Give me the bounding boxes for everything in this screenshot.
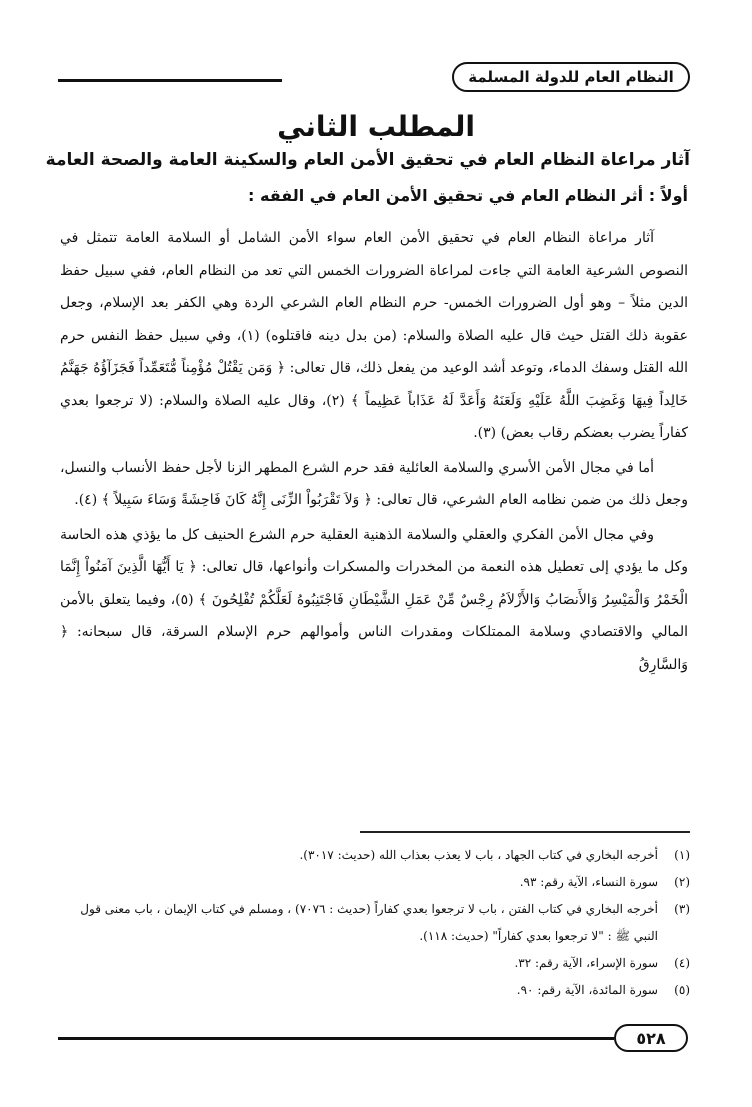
footnote-item [60, 896, 690, 950]
running-header-title: النظام العام للدولة المسلمة [452, 62, 690, 92]
footnote-text: سورة المائدة، الآية رقم: ٩٠. [516, 983, 658, 997]
subsection-heading: أولاً : أثر النظام العام في تحقيق الأمن العام في الفقه : [248, 186, 688, 205]
page-number: ٥٢٨ [614, 1024, 688, 1052]
footnote-number: (١) [674, 848, 690, 862]
footnote-text: سورة النساء، الآية رقم: ٩٣. [519, 875, 658, 889]
footnote-item [60, 977, 690, 1004]
paragraph: أما في مجال الأمن الأسري والسلامة العائلية فقد حرم الشرع المطهر الزنا لأجل حفظ الأنساب والنسل، وجعل ذلك من ضمن نظامه العام الشرعي، قال تعالى: ﴿ وَلاَ تَقْرَبُواْ الزِّنَى إِنَّهُ كَانَ فَاحِشَةً وَسَاءَ سَبِيلاً ﴾ (٤). [60, 459, 688, 508]
footnote-item [60, 842, 690, 869]
header-rule [58, 79, 282, 82]
footnote-text: أخرجه البخاري في كتاب الجهاد ، باب لا يعذب بعذاب الله (حديث: ٣٠١٧). [299, 848, 658, 862]
footer-rule [58, 1037, 614, 1040]
footnotes [60, 842, 690, 1004]
footnote-number: (٢) [674, 875, 690, 889]
body-text [60, 222, 688, 681]
footnote-text: سورة الإسراء، الآية رقم: ٣٢. [514, 956, 658, 970]
footnote-number: (٣) [674, 902, 690, 916]
footnote-text: أخرجه البخاري في كتاب الفتن ، باب لا ترجعوا بعدي كفاراً (حديث : ٧٠٧٦) ، ومسلم في كتاب الإيمان ، باب معنى قول النبي ﷺ : "لا ترجعوا بعدي كفاراً" (حديث: ١١٨). [80, 902, 658, 943]
section-title: المطلب الثاني [277, 110, 475, 143]
footnote-number: (٤) [674, 956, 690, 970]
footnote-item [60, 950, 690, 977]
paragraph: وفي مجال الأمن الفكري والعقلي والسلامة الذهنية العقلية حرم الشرع الحنيف كل ما يؤذي هذه الحاسة وكل ما يؤدي إلى تعطيل هذه النعمة من المخدرات والمسكرات وأنواعها، قال تعالى: ﴿ يَا أَيُّهَا الَّذِينَ آمَنُواْ إِنَّمَا الْخَمْرُ وَالْمَيْسِرُ وَالأَنصَابُ وَالأَزْلاَمُ رِجْسٌ مِّنْ عَمَلِ الشَّيْطَانِ فَاجْتَنِبُوهُ لَعَلَّكُمْ تُفْلِحُونَ ﴾ (٥)، وفيما يتعلق بالأمن المالي والاقتصادي وسلامة الممتلكات ومقدرات الناس وأموالهم حرم الإسلام السرقة، قال سبحانه: ﴿ وَالسَّارِقُ [60, 526, 688, 673]
footnote-separator [360, 831, 690, 833]
paragraph: آثار مراعاة النظام العام في تحقيق الأمن العام سواء الأمن الشامل أو السلامة العامة تتمثل في النصوص الشرعية العامة التي جاءت لمراعاة الضرورات الخمس التي تعد من النظام العام، ففي سبيل حفظ الدين مثلاً – وهو أول الضرورات الخمس- حرم النظام العام الشرعي الردة وهي الكفر بعد الإسلام، وجعل عقوبة ذلك القتل حيث قال عليه الصلاة والسلام: (من بدل دينه فاقتلوه) (١)، وفي سبيل حفظ النفس حرم الله القتل وسفك الدماء، وتوعد أشد الوعيد من يفعل ذلك، قال تعالى: ﴿ وَمَن يَقْتُلْ مُؤْمِناً مُّتَعَمِّداً فَجَزَآؤُهُ جَهَنَّمُ خَالِداً فِيهَا وَغَضِبَ اللَّهُ عَلَيْهِ وَلَعَنَهُ وَأَعَدَّ لَهُ عَذَاباً عَظِيماً ﴾ (٢)، وقال عليه الصلاة والسلام: (لا ترجعوا بعدي كفاراً يضرب بعضكم رقاب بعض) (٣). [60, 230, 688, 441]
footnote-number: (٥) [674, 983, 690, 997]
footnote-item [60, 869, 690, 896]
section-subtitle: آثار مراعاة النظام العام في تحقيق الأمن العام والسكينة العامة والصحة العامة [45, 150, 690, 170]
